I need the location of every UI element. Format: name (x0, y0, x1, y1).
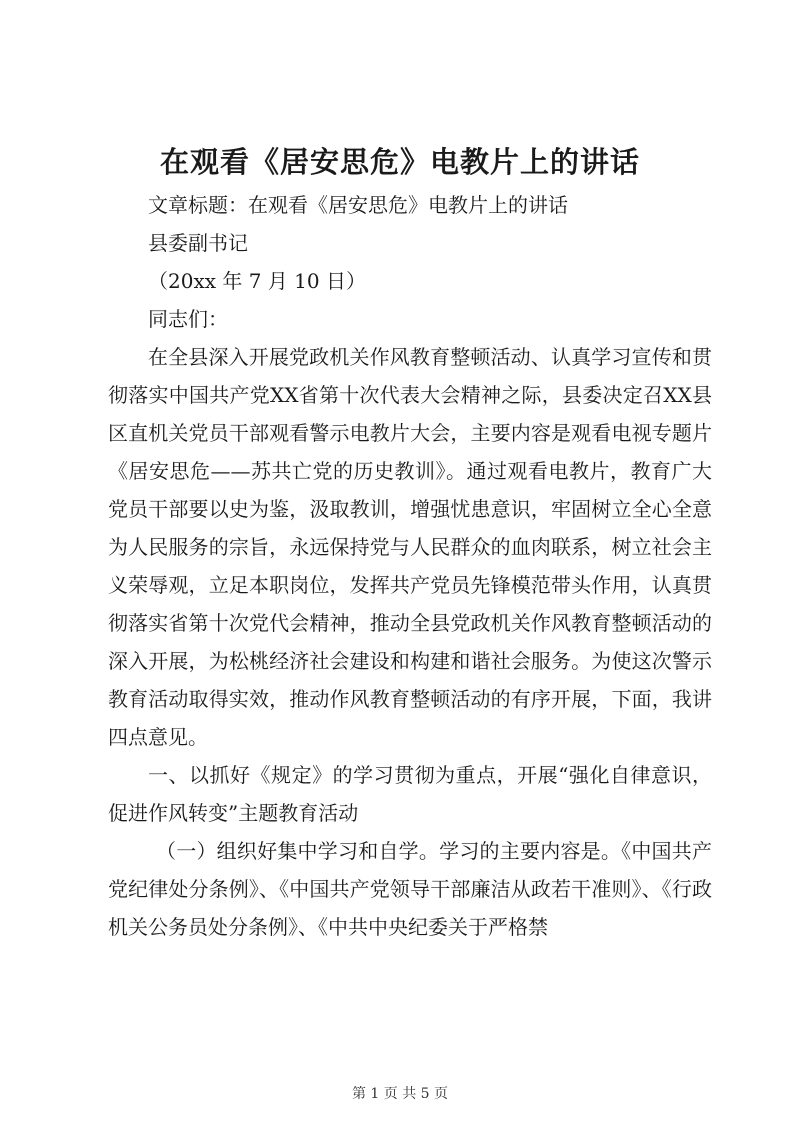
salutation-line: 同志们： (148, 307, 228, 331)
date-line: （20xx 年 7 月 10 日） (148, 269, 366, 293)
document-title: 在观看《居安思危》电教片上的讲话 (159, 145, 640, 179)
paragraph-subsection-1: （一）组织好集中学习和自学。学习的主要内容是。《中国共产党纪律处分条例》、《中国共产党领导干部廉洁从政若干准则》、《行政机关公务员处分条例》、《中共中央纪委关于严格禁 (108, 839, 712, 939)
page-footer: 第 1 页 共 5 页 (351, 1086, 449, 1102)
section-heading-1: 一、以抓好《规定》的学习贯彻为重点，开展“强化自律意识，促进作风转变”主题教育活动 (108, 763, 712, 825)
document-body (108, 186, 712, 946)
speaker-line: 县委副书记 (148, 231, 248, 255)
article-title-line: 文章标题：在观看《居安思危》电教片上的讲话 (148, 193, 568, 217)
paragraph-intro: 在全县深入开展党政机关作风教育整顿活动、认真学习宣传和贯彻落实中国共产党XX省第十次代表大会精神之际，县委决定召XX县区直机关党员干部观看警示电教片大会，主要内容是观看电视专题片《居安思危——苏共亡党的历史教训》。通过观看电教片，教育广大党员干部要以史为鉴，汲取教训，增强忧患意识，牢固树立全心全意为人民服务的宗旨，永远保持党与人民群众的血肉联系，树立社会主义荣辱观，立足本职岗位，发挥共产党员先锋模范带头作用，认真贯彻落实省第十次党代会精神，推动全县党政机关作风教育整顿活动的深入开展，为松桃经济社会建设和构建和谐社会服务。为使这次警示教育活动取得实效，推动作风教育整顿活动的有序开展，下面，我讲四点意见。 (108, 345, 712, 749)
